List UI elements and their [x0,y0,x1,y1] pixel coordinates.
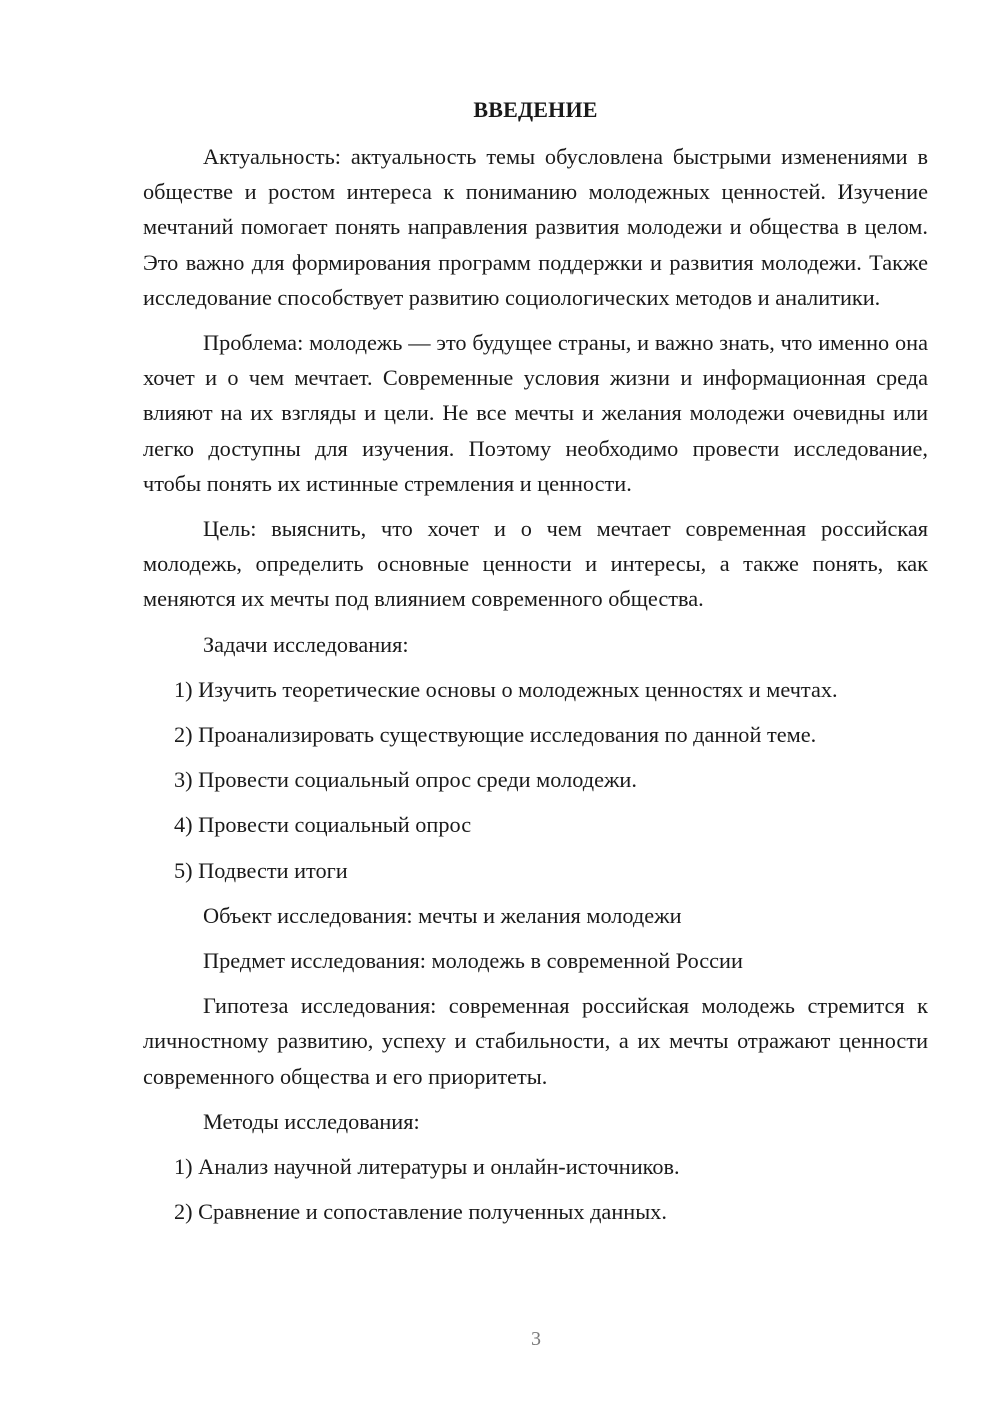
method-item: 2) Сравнение и сопоставление полученных данных. [174,1199,667,1225]
task-item: 4) Провести социальный опрос [174,812,472,838]
task-item: 3) Провести социальный опрос среди молодежи. [174,767,637,793]
page-number: 3 [531,1328,541,1350]
relevance-paragraph: Актуальность: актуальность темы обусловлена быстрыми изменениями в обществе и ростом интереса к пониманию молодежных ценностей. Изучение мечтаний помогает понять направления развития молодежи и общества в целом. Это важно для формирования программ поддержки и развития молодежи. Также исследование способствует развитию социологических методов и аналитики. [143,144,928,310]
methods-heading: Методы исследования: [203,1108,420,1134]
tasks-heading: Задачи исследования: [203,631,409,657]
task-item: 2) Проанализировать существующие исследования по данной теме. [174,722,817,748]
goal-paragraph: Цель: выяснить, что хочет и о чем мечтает современная российская молодежь, определить основные ценности и интересы, а также понять, как меняются их мечты под влиянием современного общества. [143,516,928,612]
research-object: Объект исследования: мечты и желания молодежи [203,902,682,928]
task-item: 5) Подвести итоги [174,857,348,883]
hypothesis-paragraph: Гипотеза исследования: современная российская молодежь стремится к личностному развитию, успеху и стабильности, а их мечты отражают ценности современного общества и его приоритеты. [143,993,928,1089]
research-subject: Предмет исследования: молодежь в современной России [203,948,743,974]
section-title: ВВЕДЕНИЕ [473,97,598,122]
document-body [143,95,928,1239]
method-item: 1) Анализ научной литературы и онлайн-источников. [174,1154,680,1180]
problem-paragraph: Проблема: молодежь — это будущее страны, и важно знать, что именно она хочет и о чем мечтает. Современные условия жизни и информационная среда влияют на их взгляды и цели. Не все мечты и желания молодежи очевидны или легко доступны для изучения. Поэтому необходимо провести исследование, чтобы понять их истинные стремления и ценности. [143,330,928,496]
task-item: 1) Изучить теоретические основы о молодежных ценностях и мечтах. [174,676,838,702]
